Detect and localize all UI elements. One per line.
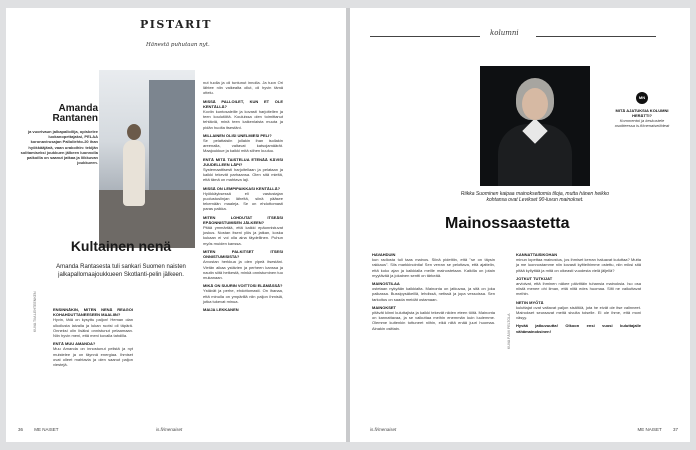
left-page [6, 8, 346, 442]
interviewee-name: Amanda Rantanen [52, 103, 98, 124]
section-title: PISTARIT [140, 18, 212, 31]
author-name: MAIJA LEKKANEN [203, 306, 239, 312]
magazine-name: ME NAISET [34, 427, 59, 432]
story-lead: Amanda Rantasesta tuli sankari Suomen naisten jalkapallomaajoukkueen Skotlanti-pelin jälkeen. [56, 264, 186, 278]
interviewee-bio: ja vuorivaun jalkapalloilija, opiskelee luokanopettajaksi, PELAA koronavirusajan Palloliehto-20 ihan hyökkääjänä, vaan urakoihin: tekijän solitamiseksi joukkuen jälkeen luonnolla paikoilla on saanut jatkaa ja liikkuvan joukkueen. [20, 129, 98, 166]
column-title: Mainossaastetta [445, 215, 570, 232]
photo-credit-right: KUVA PÄIVI PELTOLA [507, 313, 511, 349]
magazine-badge-icon: MN [636, 92, 648, 104]
page-number-right: 37 [672, 427, 678, 432]
right-page [350, 8, 690, 442]
footer-left [18, 427, 69, 432]
photo-person-body [123, 140, 145, 206]
magazine-name-right: ME NAISET [637, 427, 662, 432]
comment-prompt: MITÄ AJATUKSIA KOLUMNI HERÄTTI? Kommentoi ja keskustele osoitteessa is.fi/menaiset/ideat [614, 108, 670, 128]
column-label: kolumni [490, 29, 519, 37]
header-rule-right [536, 36, 656, 37]
article-column-1: ENSINNÄKIN, MITEN NENÄ REAGOI KOHAHDUTTANEESEEN MAALIIN? Hyvin, tätä on kysyttu paljon! Heman olan ulkoilusta laivalla ja lukan ruotsi oli täpärä. Onneksi olin lisäksi onnistunut pelaamaan. Niin hyvin meni, että meni kovalla tahdilla. ENTÄ MUU AMANDA? Muu Amanda on innostunut pelistä ja nyt muistelee ja on täynnä energiaa. Ihmiset ovat olleet mahtavia ja olen saanut paljon viestejä. [53, 307, 133, 368]
photo-credit: KUVA TIIA LEHTEENKEN [33, 291, 37, 332]
footer-url: is.fi/menaiset [156, 427, 183, 432]
page-number: 36 [18, 427, 24, 432]
header-rule-left [370, 36, 480, 37]
footer-url-right: is.fi/menaiset [370, 427, 397, 432]
column-body-2: KANNATTAISIKOHAN minun lopettaa mainostus, jos ihmiset kerran haluavat kuluttaa? Mutta ja me luonnostamme niin kovasti kyltteihimme ostettu, niin miksi sitä pitää kyllyttää ja mitä on oikeasti vuodesta vielä jäljellä? JOTKUT TUTKIJAT arvioivat, että ihminen näkee päivittäin tuhansia mainoksia. Iso osa niistä menee ohi ilman, että niitä edes huomaa. Silti ne vaikuttavat meihin. NETIN MYÖTÄ kuluttajat ovat valtavat paljon sisältöä, jota he eivät ole itse valinneet. Mainokset seuraavat meitä sivulta toiselle. Ei ole ihme, että moni väsyy. Hyvää jatkuvuutta! Olkoon ensi vuosi kuluttajalle vähämainoksinen! [516, 252, 641, 334]
photo-person-head [127, 124, 141, 140]
interviewee-photo [99, 70, 195, 248]
article-column-2: nut tuolla ja oli tuntunut innolla. Ja tuon Ori lähtee niin vaikealta ollut, oli hyvin tämä ottelu. MISSÄ PALLOILET, KUN ET OLE KENTÄLLÄ? Koviin kuntosaleille ja kovasti harjoitellen ja teen koulutöitä. Kouluissa olen toimittanut tehtäviä, minä teen kaikenlaista muuta ja pidän huolta itsestäni. MILLAINEN OLISI UNELMIESI PELI? Se pelattaisiin jollakin ihan isollakin areenalla, valtavat katsojamäärät. Maajoukkue ja kaikki mitä siihen kuuluu. ENTÄ MITÄ TAISTELUA ETENÄÄ KÄVISI JUUDELLEEN LÄPI? Systemaattisesti harjoitellaan ja pelataan ja kaikki tekevät parhaansa. Olen sitä mieltä, että tämä on mahtava laji. MISSÄ ON LEMPIPAIKKASI KENTÄLLÄ? Hyökkäyksessä eli vastustajan puolustuslinjan läheltä, siinä pääsee tekemään maaleja. Se on ehdottomasti paras paikka. MITEN LOHDUTAT ITSEÄSI EPÄONNISTUMISEN JÄLKEEN? Pitää ymmärtää, että kaikki epäonnistuvat joskus. Nostan itseni ylös ja jatkan, koska kukaan ei voi olla aina täydellinen. Puhun myös muiden kanssa. MITEN PALKITSET ITSESI ONNISTUMISISTA? Arvostan herkkua ja olen ylpeä itsestäni. Vietän aikaa ystävien ja perheen kanssa ja nautin siitä hetkestä, minkä onnistuminen tuo mukanaan. MIKÄ ON SUURIN VOITTOSI ELÄMÄSSÄ? Ystävät ja perhe, ehdottomasti. On ihanaa, että minulla on ympärillä niin paljon ihmisiä, jotka tukevat minua. MAIJA LEKKANEN [203, 80, 283, 312]
section-subtitle: Hänestä puhutaan nyt. [146, 42, 210, 48]
story-title: Kultainen nenä [70, 238, 172, 254]
column-body-1: HAVAHDUIN kun radiosta tuli taas mainos. Siinä pidettiin, että "se on täysin rakkaus". Siis markkinointia! Sen verran se pelottava, että ajattelin, että koko ajan ja kaikkialla meille mainostetaan. Kaikilla on jotain myytävää ja jokainen sentti on tärkeää. MAINOSTILAA ostetaan nykyään kaikkialta. Mainonta on jatkuvaa, ja sitä on joka paikassa. Bussipysäkeillä, lehdissä, netissä ja jopa vessoissa. Sen tarkoitus on saada meidät ostamaan. MAINOKSET pitävät kiinni kuluttajista ja kaikki tekevät niiden eteen töitä. Mainonta on kannattavaa, ja se vaikuttaa meihin enemmän kuin luulemme. Olemme kuitenkin tottuneet niihin, eikä niitä enää juuri huomaa. Ainakin osittain. [372, 252, 495, 331]
footer-right [628, 427, 678, 432]
columnist-photo [480, 66, 590, 186]
photo-caption: Riikka Suominen kaipaa mainoksettomia tiloja, mutta hänen heikko kohtansa ovat Levikset 90-luvun mainokset. [460, 191, 610, 203]
photo-face [522, 88, 548, 120]
